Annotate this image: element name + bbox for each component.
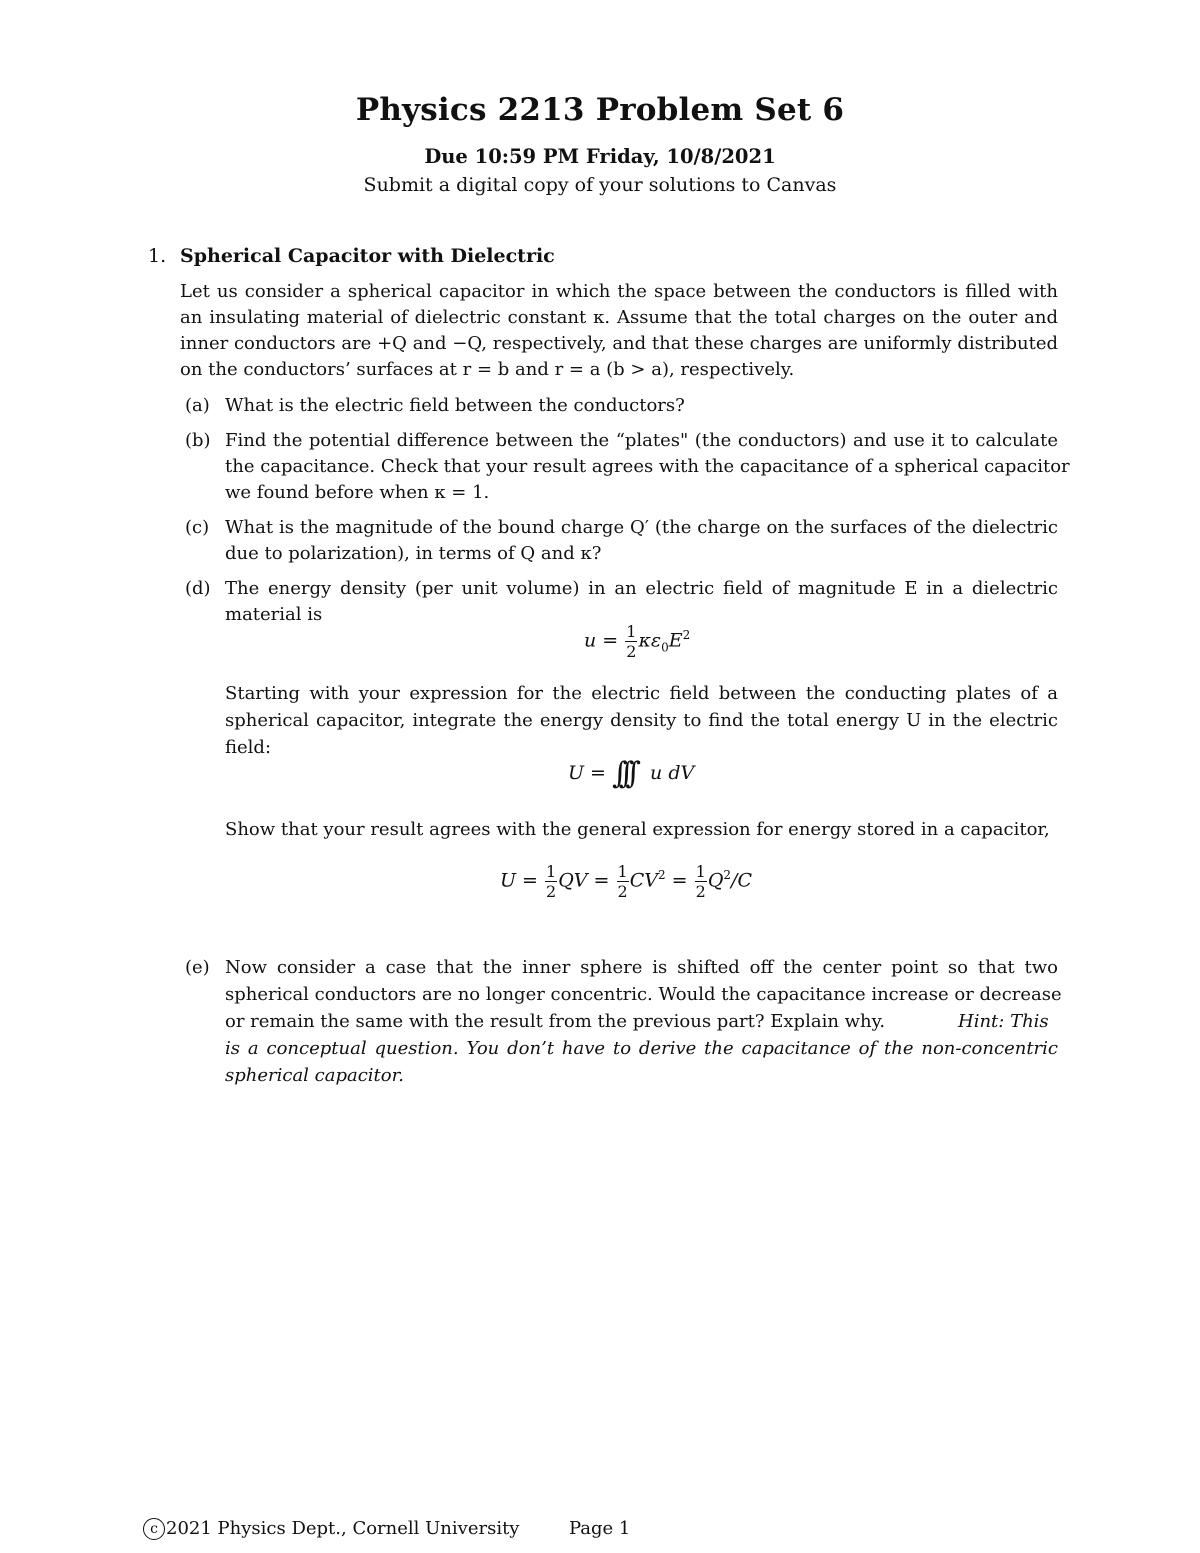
hint-start: Hint: This	[958, 1011, 1049, 1032]
part-d-text: spherical capacitor, integrate the energy density to find the total energy U in the electric	[225, 710, 1058, 731]
intro-line: an insulating material of dielectric constant κ. Assume that the total charges on the outer and	[180, 307, 1058, 328]
problem-number: 1.	[148, 245, 167, 267]
part-c-label: (c)	[185, 517, 210, 538]
part-a-label: (a)	[185, 395, 210, 416]
hint-text: spherical capacitor.	[225, 1065, 404, 1086]
footer-copyright: c 2021 Physics Dept., Cornell University	[143, 1518, 519, 1540]
part-d-text: field:	[225, 737, 272, 758]
footer-page-number: Page 1	[569, 1518, 631, 1539]
part-e-text: spherical conductors are no longer concentric. Would the capacitance increase or decrease	[225, 984, 1062, 1005]
energy-density-equation: u = $\frac{1}{2}$ $\kappa\varepsilon_0E^2$	[584, 622, 691, 661]
part-d-text: Show that your result agrees with the general expression for energy stored in a capacitor,	[225, 819, 1050, 840]
part-b-text: Find the potential difference between the “plates" (the conductors) and use it to calculate	[225, 430, 1058, 451]
part-c-text: What is the magnitude of the bound charge Q′ (the charge on the surfaces of the dielectric	[225, 517, 1058, 538]
intro-line: Let us consider a spherical capacitor in which the space between the conductors is filled with	[180, 281, 1058, 302]
total-energy-equation: U = ∫∫∫ u dV	[568, 756, 695, 791]
part-e-label: (e)	[185, 957, 210, 978]
capacitor-energy-equation: U = $\frac{1}{2}$ QV = $\frac{1}{2}$ $CV^2$ = $\frac{1}{2}$ $Q^2/C$	[500, 862, 752, 901]
copyright-icon: c	[143, 1518, 165, 1540]
part-c-text: due to polarization), in terms of Q and κ?	[225, 543, 602, 564]
due-date: Due 10:59 PM Friday, 10/8/2021	[424, 145, 776, 168]
part-a-text: What is the electric field between the conductors?	[225, 395, 685, 416]
page-title: Physics 2213 Problem Set 6	[355, 92, 845, 128]
intro-line: inner conductors are +Q and −Q, respectively, and that these charges are uniformly distributed	[180, 333, 1058, 354]
part-b-text: the capacitance. Check that your result agrees with the capacitance of a spherical capacitor	[225, 456, 1070, 477]
part-d-text: material is	[225, 604, 323, 625]
hint-text: is a conceptual question. You don’t have to derive the capacitance of the non-concentric	[225, 1038, 1058, 1059]
part-e-text: or remain the same with the result from the previous part? Explain why. Hint: This	[225, 1011, 1049, 1032]
problem-title: Spherical Capacitor with Dielectric	[180, 245, 555, 267]
part-d-text: Starting with your expression for the electric field between the conducting plates of a	[225, 683, 1058, 704]
part-d-text: The energy density (per unit volume) in an electric field of magnitude E in a dielectric	[225, 578, 1058, 599]
submission-note: Submit a digital copy of your solutions to Canvas	[363, 174, 837, 196]
part-b-label: (b)	[185, 430, 211, 451]
part-d-label: (d)	[185, 578, 211, 599]
triple-integral-symbol: ∫∫∫	[612, 756, 632, 791]
part-b-text: we found before when κ = 1.	[225, 482, 490, 503]
intro-line: on the conductors’ surfaces at r = b and r = a (b > a), respectively.	[180, 359, 795, 380]
part-e-text: Now consider a case that the inner sphere is shifted off the center point so that two	[225, 957, 1058, 978]
